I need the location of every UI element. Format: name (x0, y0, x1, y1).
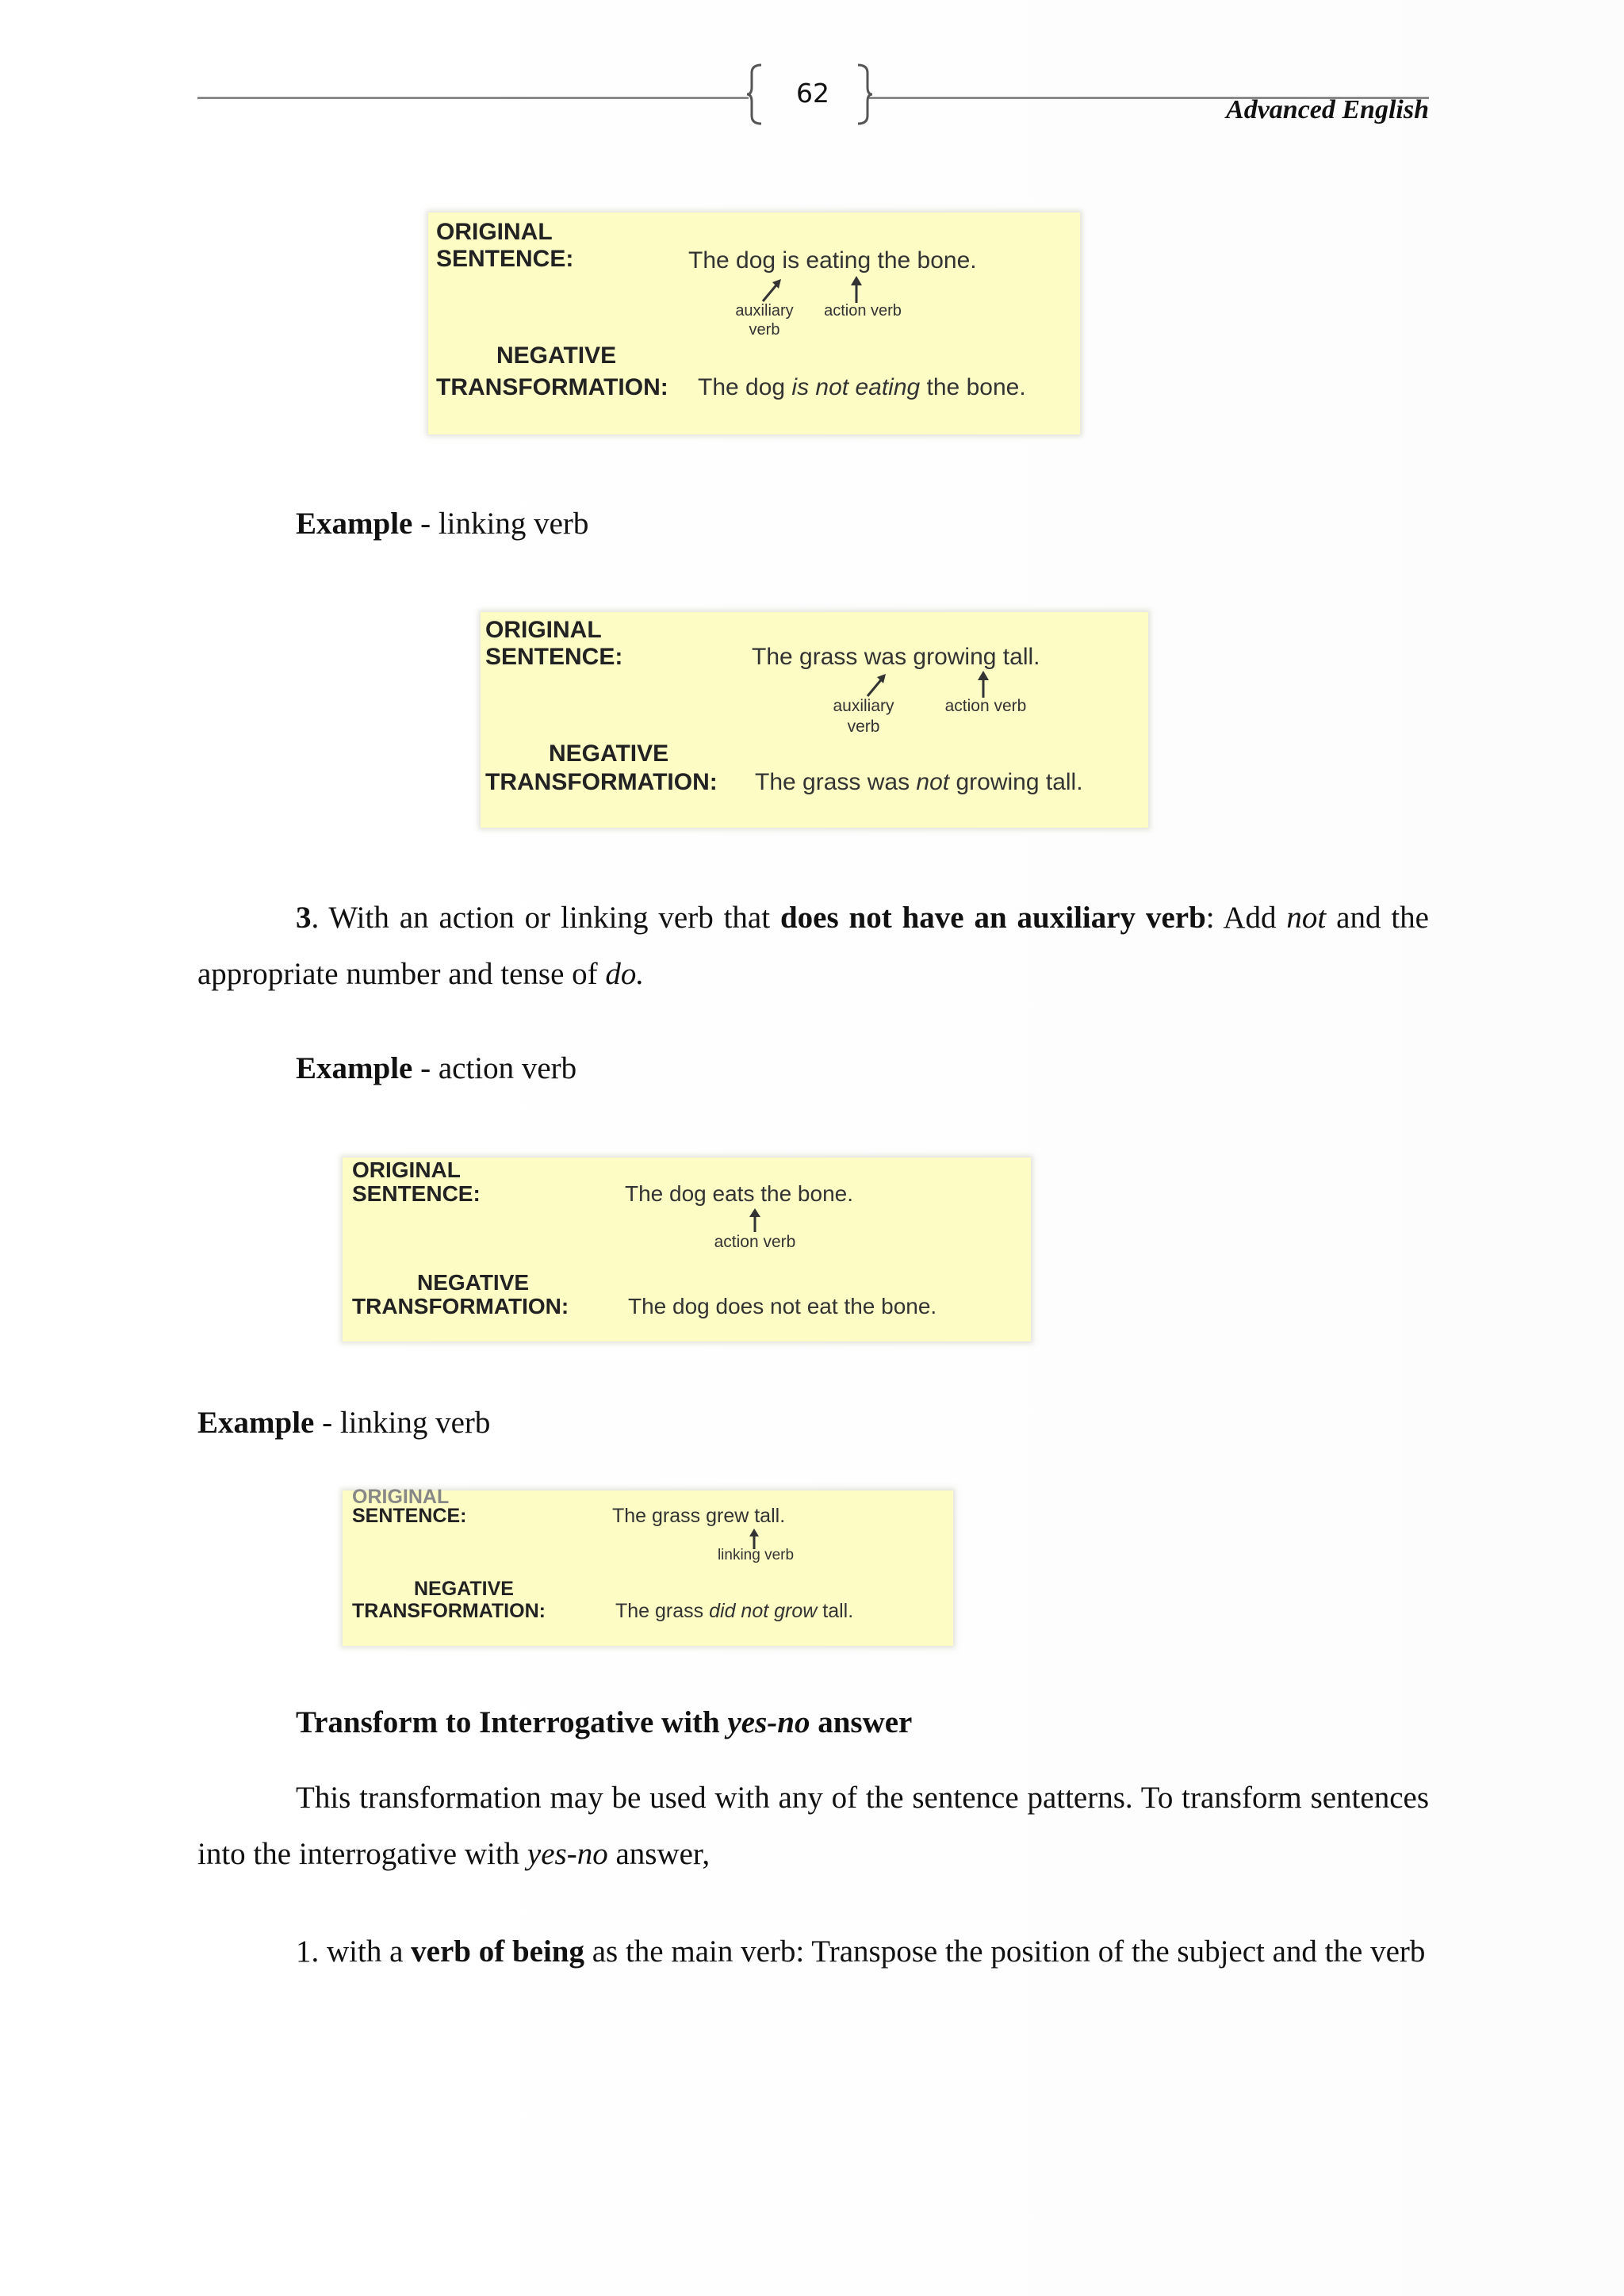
negative-sentence: The dog is not eating the bone. (698, 374, 1026, 400)
label-transformation: TRANSFORMATION: (485, 769, 718, 795)
note-auxiliary: auxiliary (833, 697, 894, 715)
label-sentence: SENTENCE: (436, 246, 574, 272)
right-brace-icon (856, 63, 874, 125)
arrow-action-icon (848, 276, 864, 303)
example-linking-label-1: Example - linking verb (296, 507, 589, 541)
note-verb: verb (749, 321, 780, 339)
running-title: Advanced English (1226, 95, 1429, 124)
label-sentence: SENTENCE: (352, 1505, 467, 1527)
label-original: ORIGINAL (485, 617, 602, 643)
note-auxiliary: auxiliary (735, 302, 794, 320)
header-rule-left (197, 97, 749, 99)
rule-3-paragraph: 3. With an action or linking verb that does not have an auxiliary verb: Add not and the appropriate number and tense of do. (197, 901, 1429, 991)
original-sentence: The grass was growing tall. (752, 644, 1040, 670)
label-original: ORIGINAL (352, 1158, 461, 1182)
original-sentence: The grass grew tall. (612, 1505, 786, 1527)
page-number: 62 (796, 78, 829, 109)
note-action-verb: action verb (944, 697, 1027, 715)
figure-dog-eats-bone (343, 1158, 1031, 1341)
negative-sentence: The grass did not grow tall. (615, 1600, 854, 1622)
label-negative: NEGATIVE (414, 1578, 514, 1600)
rule-1-paragraph: 1. with a verb of being as the main verb: Transpose the position of the subject and the verb (296, 1934, 1426, 1969)
section-heading: Transform to Interrogative with yes-no answer (296, 1705, 913, 1739)
figure-dog-eating-bone (428, 212, 1080, 434)
negative-sentence: The dog does not eat the bone. (628, 1294, 937, 1318)
note-action-verb: action verb (824, 302, 902, 320)
label-negative: NEGATIVE (549, 740, 669, 767)
arrow-action-icon (975, 671, 991, 698)
note-linking-verb: linking verb (717, 1547, 795, 1563)
label-sentence: SENTENCE: (485, 644, 623, 670)
left-brace-icon (745, 63, 763, 125)
label-sentence: SENTENCE: (352, 1181, 481, 1206)
arrow-action-icon (747, 1208, 763, 1232)
label-original: ORIGINAL (352, 1486, 450, 1508)
label-transformation: TRANSFORMATION: (436, 374, 668, 400)
figure-grass-grew-tall (343, 1486, 953, 1646)
original-sentence: The dog eats the bone. (625, 1181, 853, 1206)
arrow-auxiliary-icon (864, 672, 888, 698)
label-transformation: TRANSFORMATION: (352, 1294, 569, 1318)
label-negative: NEGATIVE (496, 342, 617, 369)
original-sentence: The dog is eating the bone. (688, 247, 977, 274)
example-linking-label-2: Example - linking verb (197, 1406, 491, 1440)
figure-grass-growing (481, 612, 1148, 828)
label-transformation: TRANSFORMATION: (352, 1600, 546, 1622)
example-action-label: Example - action verb (296, 1051, 577, 1085)
arrow-auxiliary-icon (760, 277, 783, 303)
label-negative: NEGATIVE (417, 1270, 530, 1295)
note-verb: verb (847, 718, 880, 736)
note-action-verb: action verb (714, 1233, 796, 1251)
label-original: ORIGINAL (436, 219, 553, 245)
interrogative-paragraph: This transformation may be used with any of the sentence patterns. To transform sentences into the interrogative with yes-no answer, (197, 1781, 1429, 1871)
negative-sentence: The grass was not growing tall. (755, 769, 1083, 795)
